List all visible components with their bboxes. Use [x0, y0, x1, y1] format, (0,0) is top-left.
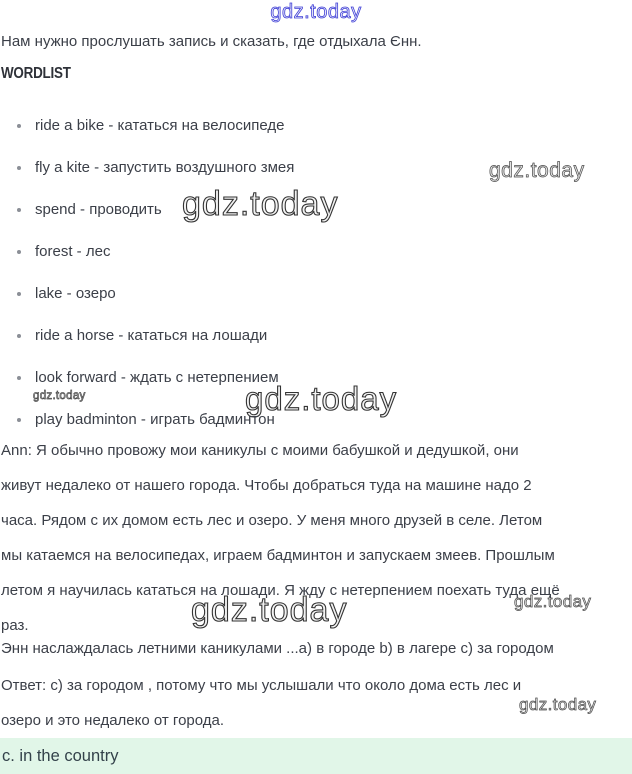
question-text: Энн наслаждалась летними каникулами ...a) в городе b) в лагере c) за городом	[1, 640, 554, 657]
wordlist-item-text: forest - лес	[35, 243, 111, 260]
wordlist-heading: WORDLIST	[1, 65, 71, 82]
bullet-icon	[17, 250, 21, 254]
bullet-icon	[17, 208, 21, 212]
dialogue-line: мы катаемся на велосипедах, играем бадминтон и запускаем змеев. Прошлым	[1, 547, 555, 564]
wordlist-item-text: look forward - ждать с нетерпением	[35, 369, 279, 386]
wordlist-item-text: spend - проводить	[35, 201, 162, 218]
wordlist-item	[0, 412, 294, 427]
final-answer-bar	[0, 738, 632, 774]
gdz-today-watermark-large-2: gdz.today	[245, 380, 398, 417]
bullet-icon	[17, 376, 21, 380]
gdz-today-watermark-right-2: gdz.today	[514, 592, 592, 611]
bullet-icon	[17, 334, 21, 338]
wordlist-item-text: lake - озеро	[35, 285, 116, 302]
dialogue-transcript	[1, 433, 632, 643]
gdz-today-watermark-right-3: gdz.today	[519, 695, 597, 714]
wordlist-item	[0, 244, 294, 259]
answer-line: Ответ: c) за городом , потому что мы услышали что около дома есть лес и	[1, 677, 522, 694]
gdz-today-watermark-large-3: gdz.today	[191, 591, 348, 629]
dialogue-line: Ann: Я обычно провожу мои каникулы с моими бабушкой и дедушкой, они	[1, 442, 519, 459]
wordlist-item-text: ride a horse - кататься на лошади	[35, 327, 268, 344]
bullet-icon	[17, 292, 21, 296]
final-answer-text: c. in the country	[2, 746, 119, 765]
wordlist-item	[0, 202, 294, 217]
wordlist-item-text: play badminton - играть бадминтон	[35, 411, 275, 428]
gdz-today-watermark-top: gdz.today	[270, 1, 362, 23]
bullet-icon	[17, 124, 21, 128]
dialogue-line: часа. Рядом с их домом есть лес и озеро. У меня много друзей в селе. Летом	[1, 512, 543, 529]
answer-explanation	[1, 668, 632, 738]
gdz-today-watermark-large-1: gdz.today	[182, 185, 339, 223]
gdz-today-watermark-small-left: gdz.today	[33, 390, 86, 402]
dialogue-line: летом я научилась кататься на лошади. Я жду с нетерпением поехать туда ещё	[1, 582, 560, 599]
wordlist-item-text: fly a kite - запустить воздушного змея	[35, 159, 295, 176]
answer-line: озеро и это недалеко от города.	[1, 712, 225, 729]
dialogue-line: раз.	[1, 617, 29, 634]
wordlist-item	[0, 328, 294, 343]
task-intro-text: Нам нужно прослушать запись и сказать, где отдыхала Єнн.	[1, 33, 422, 50]
wordlist-item	[0, 160, 294, 175]
wordlist-item	[0, 118, 294, 133]
dialogue-line: живут недалеко от нашего города. Чтобы добраться туда на машине надо 2	[1, 477, 532, 494]
wordlist-item	[0, 286, 294, 301]
bullet-icon	[17, 166, 21, 170]
wordlist-item	[0, 370, 294, 385]
bullet-icon	[17, 418, 21, 422]
wordlist	[0, 118, 294, 454]
gdz-today-watermark-right-1: gdz.today	[489, 159, 585, 182]
wordlist-item-text: ride a bike - кататься на велосипеде	[35, 117, 285, 134]
